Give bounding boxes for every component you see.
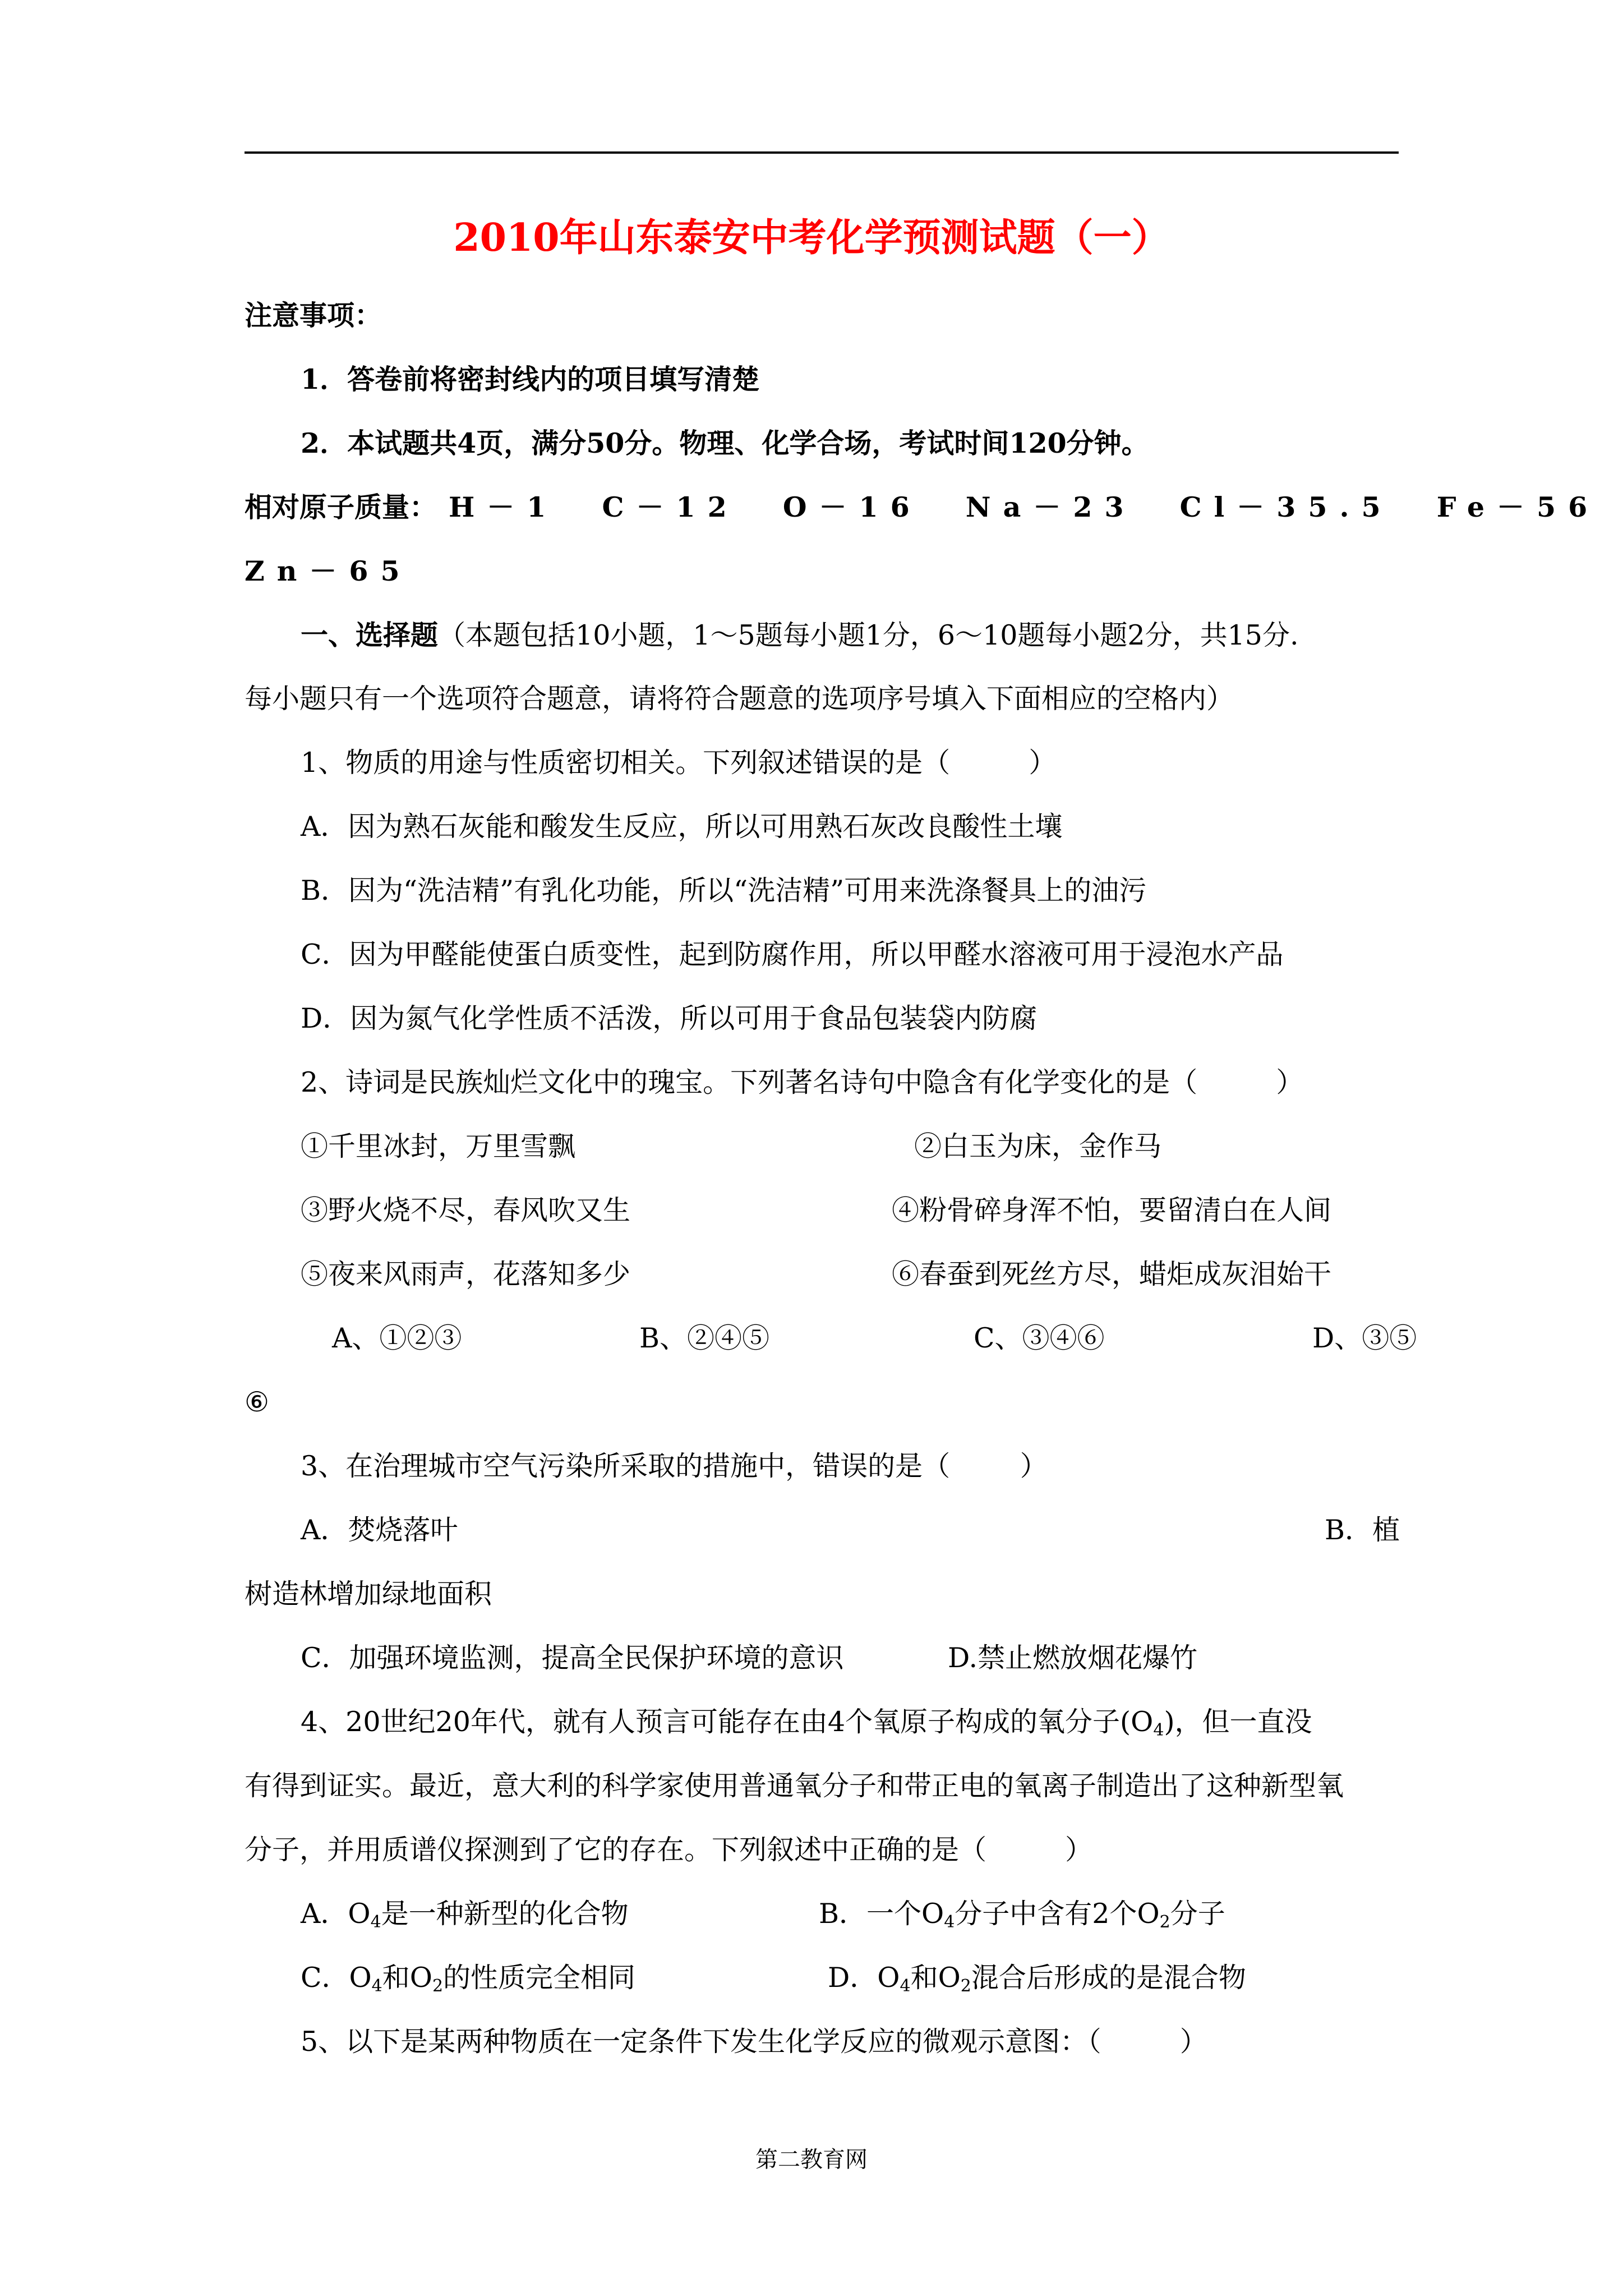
question-3-option-c: C．加强环境监测，提高全民保护环境的意识: [301, 1642, 844, 1674]
question-4-line-3: 分子，并用质谱仪探测到了它的存在。下列叙述中正确的是（ ）: [245, 1834, 1093, 1866]
q4d-text: D．O: [828, 1962, 900, 1994]
question-1-option-c: C．因为甲醛能使蛋白质变性，起到防腐作用，所以甲醛水溶液可用于浸泡水产品: [301, 938, 1284, 970]
notes-heading: 注意事项：: [245, 299, 382, 332]
q4c-subscript: 2: [432, 1976, 444, 1996]
q4-text: 4、20世纪20年代，就有人预言可能存在由4个氧原子构成的氧分子(O: [301, 1706, 1154, 1738]
question-2-option-c: C、③④⑥: [974, 1322, 1105, 1354]
q4c-text: 和O: [382, 1962, 432, 1994]
q4c-text: C．O: [301, 1962, 372, 1994]
question-2-option-b: B、②④⑤: [639, 1322, 770, 1354]
poem-4: ④粉骨碎身浑不怕，要留清白在人间: [892, 1194, 1332, 1226]
question-2-option-a: A、①②③: [332, 1322, 462, 1354]
question-3-option-d: D.禁止燃放烟花爆竹: [948, 1642, 1198, 1674]
atomic-mass-values-wrap: Zn－65: [245, 555, 412, 587]
question-1-option-b: B．因为“洗洁精”有乳化功能，所以“洗洁精”可用来洗涤餐具上的油污: [301, 875, 1147, 907]
question-3-option-b: B．植: [1325, 1514, 1400, 1546]
question-2-option-d: D、③⑤: [1312, 1322, 1417, 1354]
q4c-text: 的性质完全相同: [443, 1962, 636, 1994]
atomic-mass-label: 相对原子质量：: [245, 491, 437, 523]
question-3-option-b-wrap: 树造林增加绿地面积: [245, 1578, 492, 1610]
question-5-stem: 5、以下是某两种物质在一定条件下发生化学反应的微观示意图：（ ）: [301, 2026, 1207, 2058]
q4c-subscript: 4: [371, 1976, 382, 1996]
question-4-option-a: [301, 1897, 629, 1931]
question-4-option-b: [819, 1897, 1225, 1931]
question-4-line-2: 有得到证实。最近，意大利的科学家使用普通氧分子和带正电的氧离子制造出了这种新型氧: [245, 1770, 1344, 1802]
question-4-line-1: [301, 1705, 1312, 1739]
notes-item-2: 2．本试题共4页，满分50分。物理、化学合场，考试时间120分钟。: [301, 427, 1149, 459]
page-title: 2010年山东泰安中考化学预测试题（一）: [453, 215, 1170, 260]
poem-1: ①千里冰封，万里雪飘: [301, 1130, 576, 1162]
question-2-option-d-wrap: ⑥: [245, 1386, 269, 1418]
section-intro-line-2: 每小题只有一个选项符合题意，请将符合题意的选项序号填入下面相应的空格内）: [245, 683, 1234, 715]
question-1-option-d: D．因为氮气化学性质不活泼，所以可用于食品包装袋内防腐: [301, 1002, 1038, 1034]
section-intro-line-1: [301, 618, 1299, 652]
question-3-stem: 3、在治理城市空气污染所采取的措施中，错误的是（ ）: [301, 1450, 1048, 1482]
q4d-text: 混合后形成的是混合物: [971, 1962, 1246, 1994]
question-1-option-a: A．因为熟石灰能和酸发生反应，所以可用熟石灰改良酸性土壤: [301, 811, 1063, 843]
q4a-subscript: 4: [370, 1912, 381, 1932]
section-desc: （本题包括10小题，1～5题每小题1分，6～10题每小题2分，共15分.: [438, 619, 1299, 651]
q4d-subscript: 2: [960, 1976, 971, 1996]
poem-5: ⑤夜来风雨声，花落知多少: [301, 1258, 631, 1290]
q4d-text: 和O: [910, 1962, 961, 1994]
question-1-stem: 1、物质的用途与性质密切相关。下列叙述错误的是（ ）: [301, 747, 1057, 779]
q4-subscript: 4: [1153, 1720, 1164, 1740]
q4b-text: B．一个O: [819, 1898, 944, 1930]
q4b-text: 分子: [1170, 1898, 1225, 1930]
poem-6: ⑥春蚕到死丝方尽，蜡炬成灰泪始干: [892, 1258, 1332, 1290]
q4a-text: 是一种新型的化合物: [381, 1898, 629, 1930]
atomic-mass-values: H－1 C－12 O－16 Na－23 Cl－35.5 Fe－56: [449, 491, 1600, 523]
page-footer: 第二教育网: [755, 2147, 868, 2173]
notes-item-1: 1．答卷前将密封线内的项目填写清楚: [301, 363, 760, 395]
question-4-option-d: [828, 1961, 1246, 1995]
poem-3: ③野火烧不尽，春风吹又生: [301, 1194, 631, 1226]
q4d-subscript: 4: [900, 1976, 911, 1996]
header-rule: [245, 151, 1399, 154]
section-heading: 一、选择题: [301, 619, 439, 651]
q4-text: )，但一直没: [1164, 1706, 1312, 1738]
poem-2: ②白玉为床，金作马: [914, 1130, 1162, 1162]
q4b-subscript: 4: [944, 1912, 955, 1932]
q4a-text: A．O: [301, 1898, 371, 1930]
q4b-subscript: 2: [1159, 1912, 1170, 1932]
q4b-text: 分子中含有2个O: [955, 1898, 1160, 1930]
question-3-option-a: A．焚烧落叶: [301, 1514, 458, 1546]
question-2-stem: 2、诗词是民族灿烂文化中的瑰宝。下列著名诗句中隐含有化学变化的是（ ）: [301, 1066, 1304, 1098]
question-4-option-c: [301, 1961, 635, 1995]
